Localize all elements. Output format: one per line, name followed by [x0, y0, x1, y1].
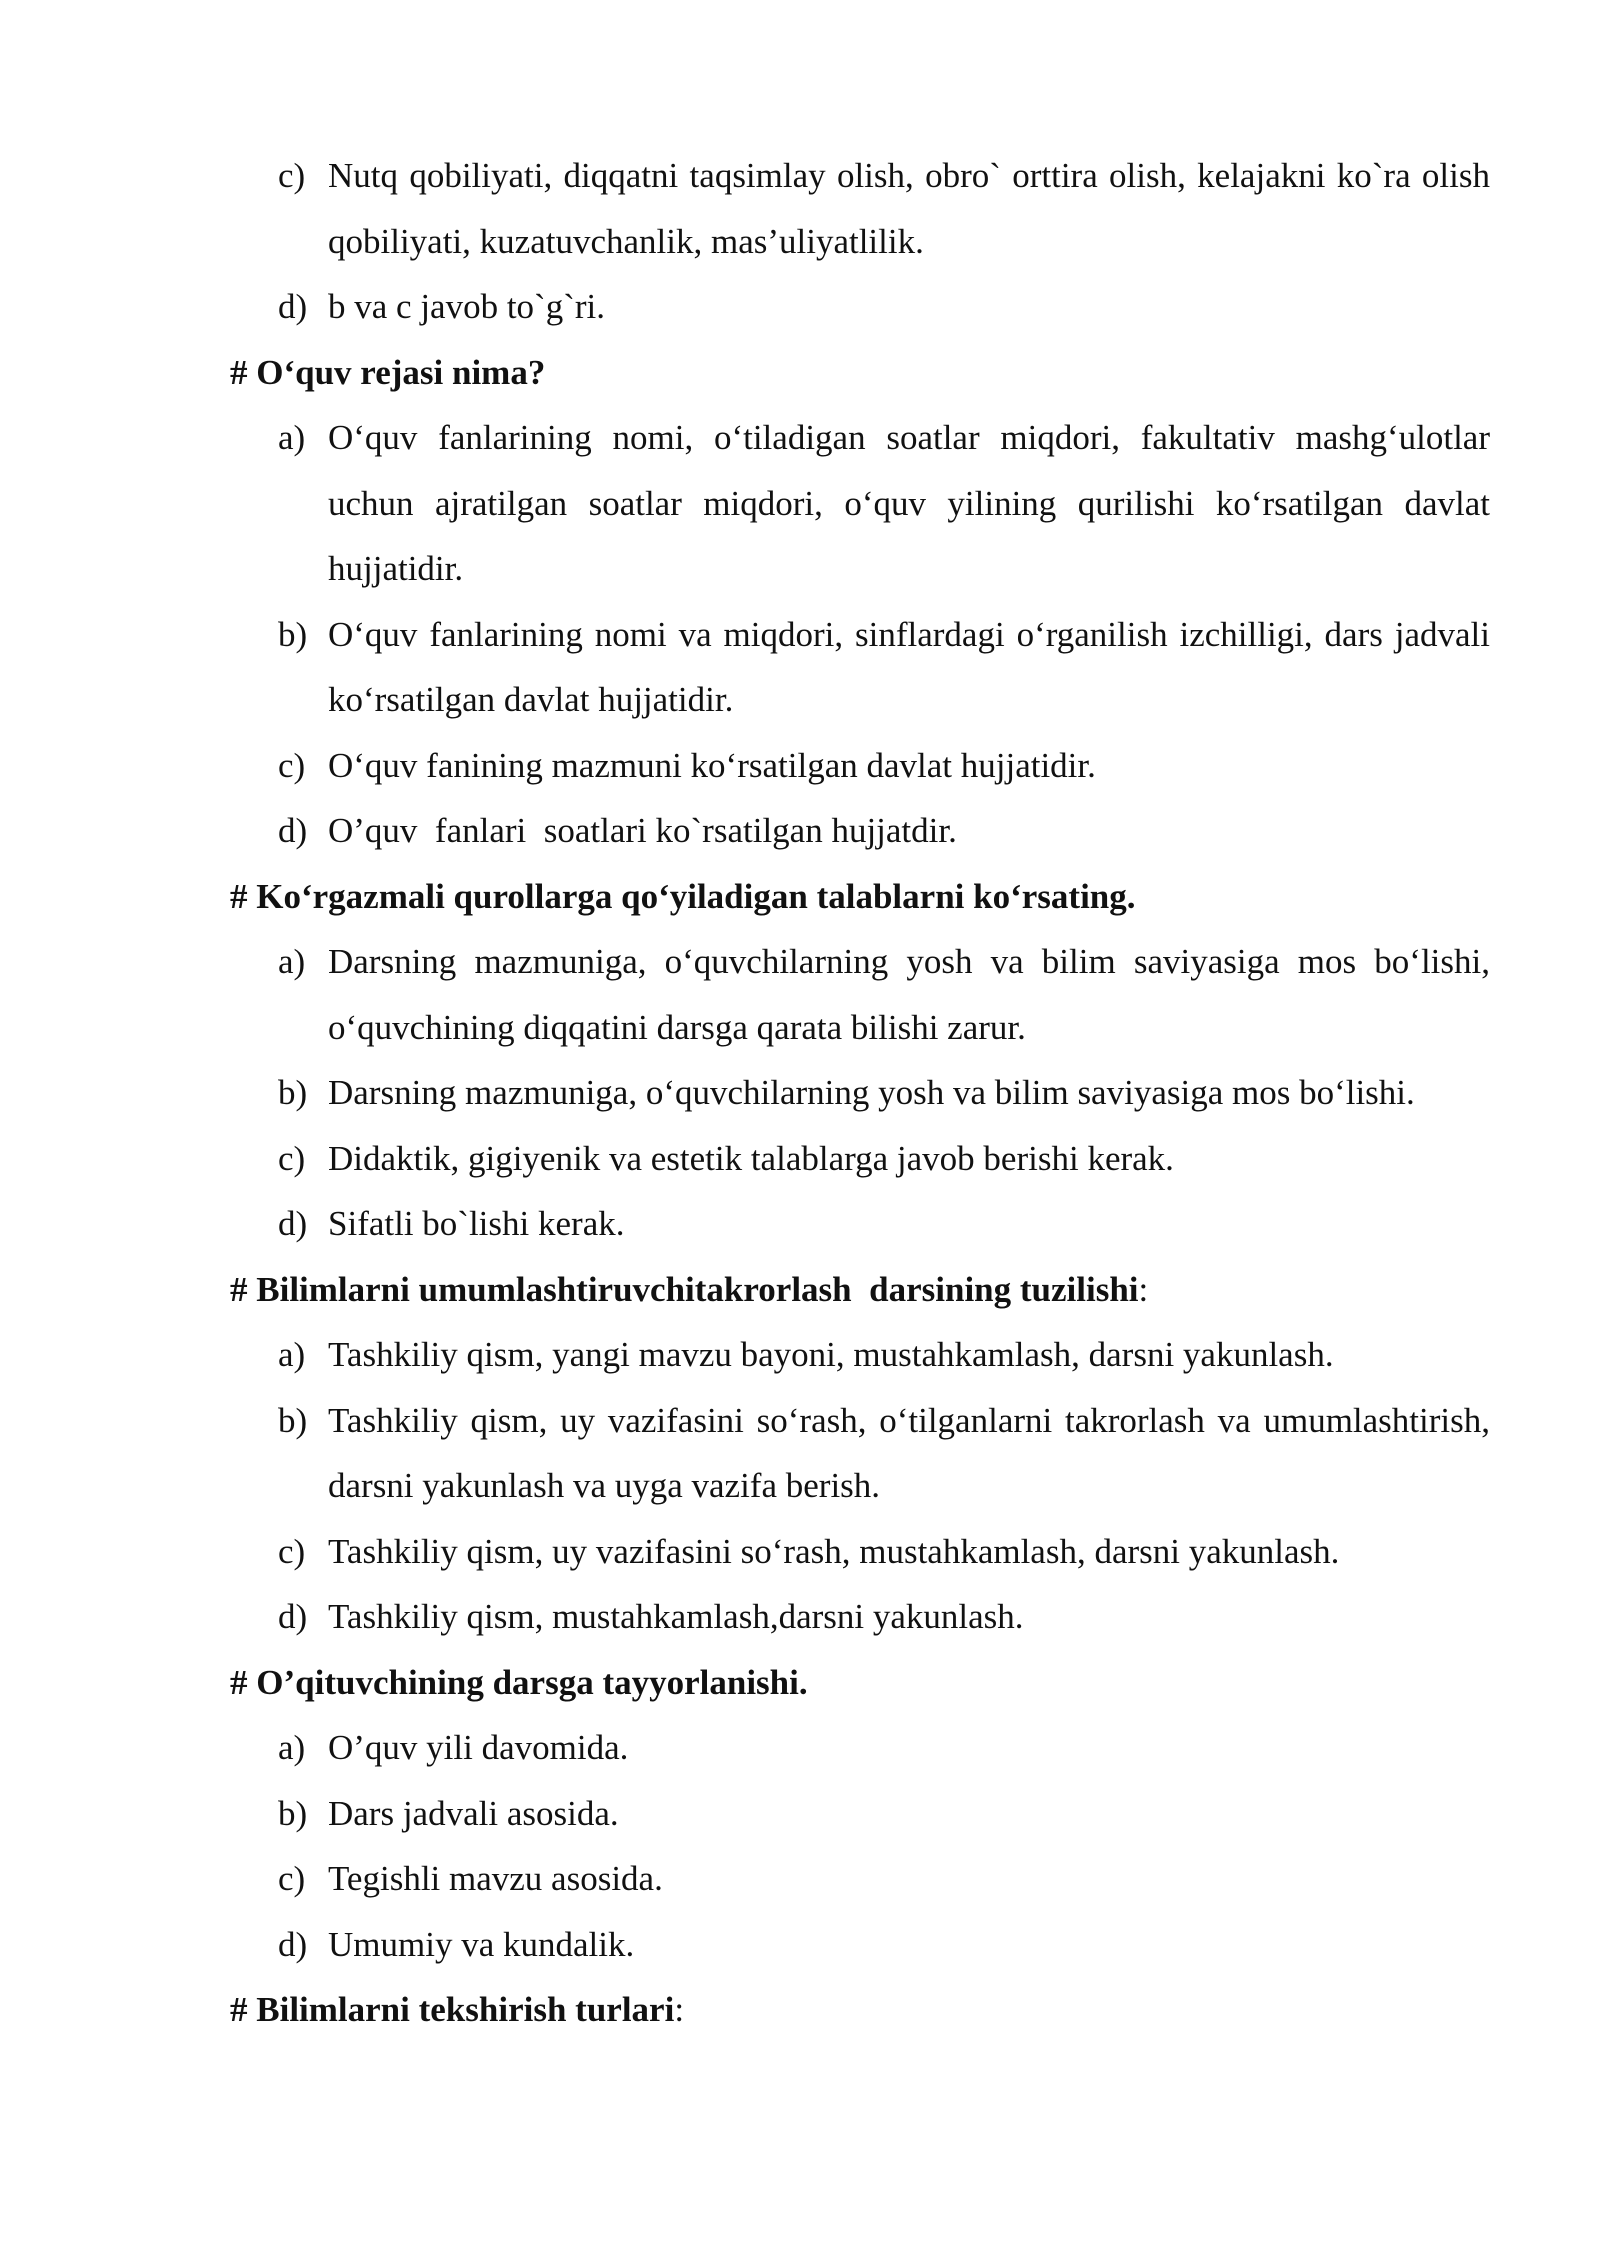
option-item — [0, 1781, 1600, 1847]
option-text: Tashkiliy qism, yangi mavzu bayoni, mustahkamlash, darsni yakunlash. — [328, 1335, 1334, 1374]
option-text: Darsning mazmuniga, o‘quvchilarning yosh va bilim saviyasiga mos bo‘lishi, o‘quvchining diqqatini darsga qarata bilishi zarur. — [328, 942, 1490, 1047]
option-text: O‘quv fanlarining nomi va miqdori, sinflardagi o‘rganilish izchilligi, dars jadvali ko‘rsatilgan davlat hujjatidir. — [328, 614, 1490, 719]
option-letter: c) — [278, 1859, 306, 1898]
option-letter: a) — [278, 418, 306, 457]
option-text: O’quv fanlari soatlari ko`rsatilgan hujjatdir. — [328, 811, 957, 850]
document-page — [0, 143, 1600, 2043]
question-text: # Bilimlarni umumlashtiruvchitakrorlash darsining tuzilishi — [230, 1269, 1139, 1309]
option-letter: c) — [278, 1138, 306, 1178]
option-letter: d) — [278, 1924, 308, 1964]
option-item — [0, 1715, 1600, 1781]
option-letter: b) — [278, 614, 308, 654]
option-item — [0, 929, 1600, 1060]
option-letter: d) — [278, 1204, 308, 1243]
question-colon: : — [674, 1990, 685, 2029]
option-text: O’quv yili davomida. — [328, 1728, 629, 1767]
question-colon: : — [1138, 1269, 1149, 1309]
option-item — [0, 1388, 1600, 1519]
option-text: Tashkiliy qism, mustahkamlash,darsni yakunlash. — [328, 1597, 1024, 1636]
question-text: # O’qituvchining darsga tayyorlanishi. — [230, 1662, 808, 1702]
option-item — [0, 1126, 1600, 1192]
question-heading — [0, 340, 1600, 406]
option-letter: d) — [278, 1597, 308, 1636]
option-item — [0, 274, 1600, 340]
option-letter: d) — [278, 287, 308, 326]
option-letter: c) — [278, 745, 306, 785]
option-text: Tashkiliy qism, uy vazifasini so‘rash, o‘tilganlarni takrorlash va umumlashtirish, darsni yakunlash va uyga vazifa berish. — [328, 1400, 1490, 1505]
option-letter: b) — [278, 1073, 308, 1112]
option-letter: b) — [278, 1793, 308, 1833]
option-text: Darsning mazmuniga, o‘quvchilarning yosh va bilim saviyasiga mos bo‘lishi. — [328, 1073, 1415, 1112]
option-item — [0, 798, 1600, 864]
option-item — [0, 405, 1600, 602]
option-letter: c) — [278, 1531, 306, 1571]
option-item — [0, 1060, 1600, 1126]
option-letter: b) — [278, 1400, 308, 1440]
question-heading — [0, 1977, 1600, 2043]
option-item — [0, 143, 1600, 274]
option-item — [0, 1519, 1600, 1585]
option-letter: c) — [278, 156, 306, 195]
option-letter: d) — [278, 811, 308, 850]
option-text: Tashkiliy qism, uy vazifasini so‘rash, mustahkamlash, darsni yakunlash. — [328, 1531, 1340, 1571]
option-text: Sifatli bo`lishi kerak. — [328, 1204, 625, 1243]
option-letter: a) — [278, 1335, 306, 1374]
question-text: # O‘quv rejasi nima? — [230, 352, 546, 392]
option-letter: a) — [278, 1728, 306, 1767]
option-text: O‘quv fanining mazmuni ko‘rsatilgan davlat hujjatidir. — [328, 745, 1096, 785]
option-text: Nutq qobiliyati, diqqatni taqsimlay olish, obro` orttira olish, kelajakni ko`ra olish qobiliyati, kuzatuvchanlik, mas’uliyatlilik. — [328, 156, 1490, 261]
option-text: Umumiy va kundalik. — [328, 1924, 635, 1964]
option-item — [0, 1322, 1600, 1388]
option-letter: a) — [278, 942, 306, 981]
option-text: Tegishli mavzu asosida. — [328, 1859, 663, 1898]
question-heading — [0, 864, 1600, 930]
option-item — [0, 733, 1600, 799]
option-text: Didaktik, gigiyenik va estetik talablarga javob berishi kerak. — [328, 1138, 1174, 1178]
option-text: O‘quv fanlarining nomi, o‘tiladigan soatlar miqdori, fakultativ mashg‘ulotlar uchun ajratilgan soatlar miqdori, o‘quv yilining qurilishi ko‘rsatilgan davlat hujjatidir. — [328, 418, 1490, 588]
question-heading — [0, 1650, 1600, 1716]
option-item — [0, 602, 1600, 733]
option-item — [0, 1584, 1600, 1650]
question-text: # Bilimlarni tekshirish turlari — [230, 1990, 675, 2029]
question-text: # Ko‘rgazmali qurollarga qo‘yiladigan talablarni ko‘rsating. — [230, 876, 1136, 916]
option-item — [0, 1912, 1600, 1978]
option-text: b va c javob to`g`ri. — [328, 287, 605, 326]
option-item — [0, 1846, 1600, 1912]
question-heading — [0, 1257, 1600, 1323]
option-item — [0, 1191, 1600, 1257]
option-text: Dars jadvali asosida. — [328, 1793, 619, 1833]
